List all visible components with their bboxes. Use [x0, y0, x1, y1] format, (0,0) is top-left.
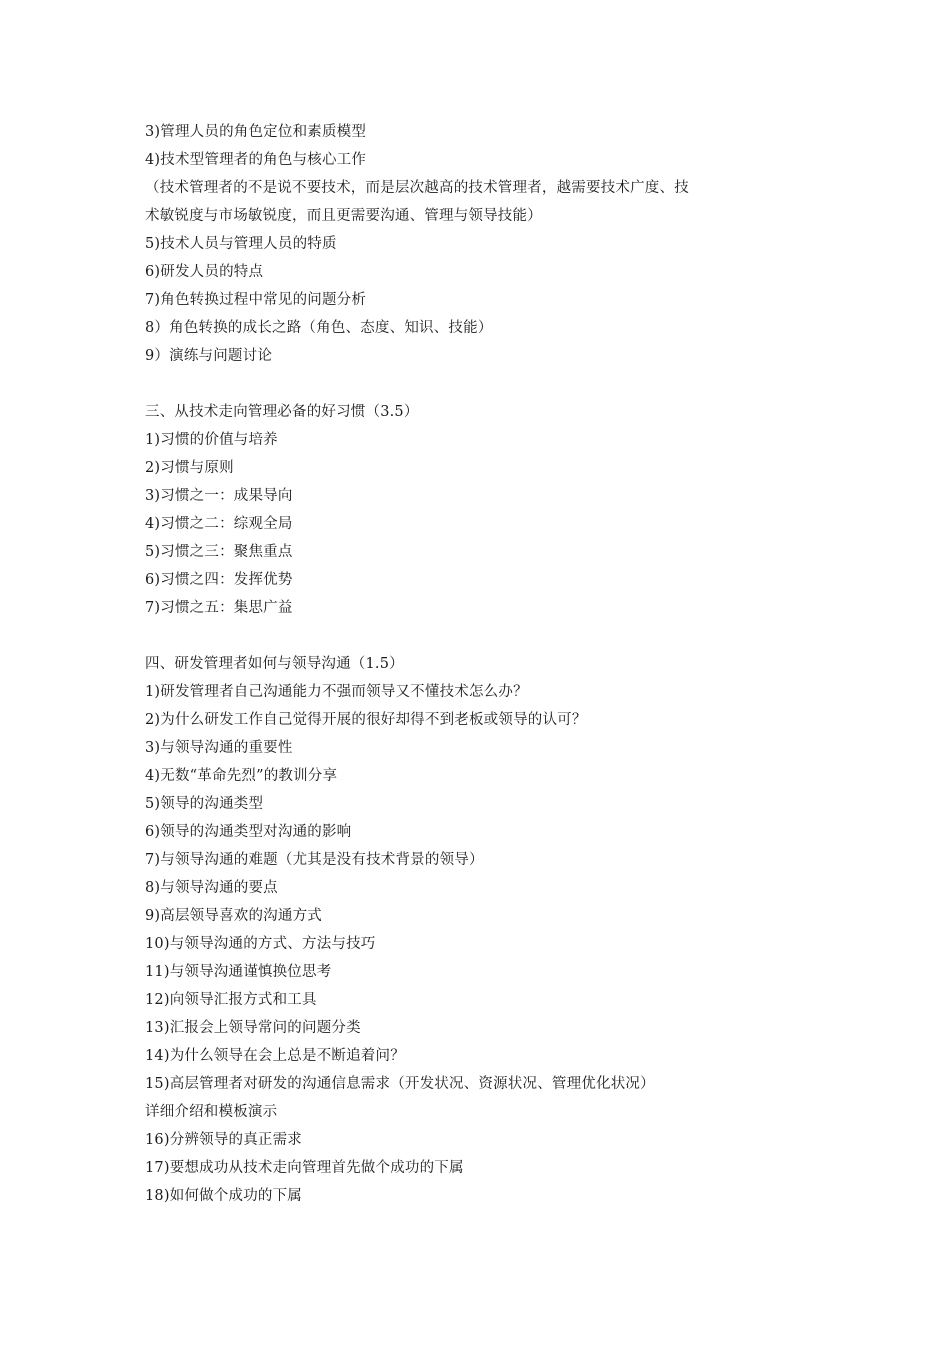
- document-body: [145, 118, 785, 1210]
- text-line: 10)与领导沟通的方式、方法与技巧: [145, 936, 376, 952]
- text-line: 6)研发人员的特点: [145, 264, 264, 280]
- text-line: 9）演练与问题讨论: [145, 348, 273, 364]
- text-line: 4)习惯之二：综观全局: [145, 516, 293, 532]
- text-line: 5)技术人员与管理人员的特质: [145, 236, 337, 252]
- text-line: 3)管理人员的角色定位和素质模型: [145, 124, 367, 140]
- text-line: 9)高层领导喜欢的沟通方式: [145, 908, 322, 924]
- text-line: （技术管理者的不是说不要技术，而是层次越高的技术管理者，越需要技术广度、技: [145, 180, 689, 196]
- text-line: 7)与领导沟通的难题（尤其是没有技术背景的领导）: [145, 852, 484, 868]
- text-line: 8)与领导沟通的要点: [145, 880, 278, 896]
- text-line: 7)角色转换过程中常见的问题分析: [145, 292, 367, 308]
- text-line: 1)研发管理者自己沟通能力不强而领导又不懂技术怎么办？: [145, 684, 528, 700]
- blank-line: [145, 370, 785, 398]
- text-line: 18)如何做个成功的下属: [145, 1188, 303, 1204]
- text-line: 14)为什么领导在会上总是不断追着问？: [145, 1048, 405, 1064]
- text-line: 3)与领导沟通的重要性: [145, 740, 293, 756]
- text-line: 2)为什么研发工作自己觉得开展的很好却得不到老板或领导的认可？: [145, 712, 587, 728]
- text-line: 16)分辨领导的真正需求: [145, 1132, 303, 1148]
- text-line: 3)习惯之一：成果导向: [145, 488, 293, 504]
- text-line: 12)向领导汇报方式和工具: [145, 992, 317, 1008]
- text-line: 7)习惯之五：集思广益: [145, 600, 293, 616]
- text-line: 三、从技术走向管理必备的好习惯（3.5）: [145, 404, 419, 420]
- text-line: 四、研发管理者如何与领导沟通（1.5）: [145, 656, 404, 672]
- text-line: 详细介绍和模板演示: [145, 1104, 278, 1120]
- text-line: 15)高层管理者对研发的沟通信息需求（开发状况、资源状况、管理优化状况）: [145, 1076, 655, 1092]
- text-line: 1)习惯的价值与培养: [145, 432, 278, 448]
- text-line: 术敏锐度与市场敏锐度，而且更需要沟通、管理与领导技能）: [145, 208, 542, 224]
- text-line: 6)习惯之四：发挥优势: [145, 572, 293, 588]
- text-line: 13)汇报会上领导常问的问题分类: [145, 1020, 361, 1036]
- text-line: 4)无数“革命先烈”的教训分享: [145, 768, 338, 784]
- text-line: 6)领导的沟通类型对沟通的影响: [145, 824, 352, 840]
- blank-line: [145, 622, 785, 650]
- text-line: 5)领导的沟通类型: [145, 796, 264, 812]
- text-line: 17)要想成功从技术走向管理首先做个成功的下属: [145, 1160, 464, 1176]
- text-line: 8）角色转换的成长之路（角色、态度、知识、技能）: [145, 320, 493, 336]
- text-line: 11)与领导沟通谨慎换位思考: [145, 964, 332, 980]
- text-line: 4)技术型管理者的角色与核心工作: [145, 152, 367, 168]
- text-line: 5)习惯之三：聚焦重点: [145, 544, 293, 560]
- text-line: 2)习惯与原则: [145, 460, 234, 476]
